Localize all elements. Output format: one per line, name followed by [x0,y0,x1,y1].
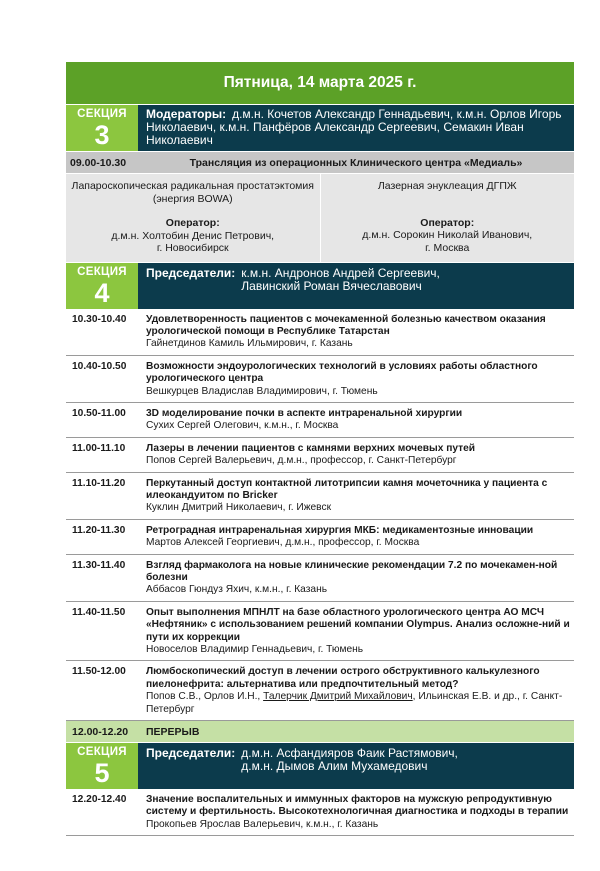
talk-time: 11.50-12.00 [72,666,126,678]
operations-split [66,173,574,262]
operator-city: г. Новосибирск [156,242,229,254]
talk-title: 3D моделирование почки в аспекте интраренальной хирургии [146,407,463,419]
talk-body [138,602,574,661]
section-number: 5 [94,758,110,789]
talk-time: 11.10-11.20 [72,477,126,489]
role-label: Модераторы: [146,107,227,121]
moderators-names: д.м.н. Кочетов Александр Геннадьевич, к.м.н. Орлов Игорь Николаевич, к.м.н. Панфёров Александр Сергеевич, Семакин Иван Николаевич [146,107,562,147]
talk-row [66,661,574,721]
talk-time: 10.50-11.00 [72,407,126,419]
talk-body [138,438,574,472]
section-5-header [66,743,574,789]
section-5-badge [66,743,138,789]
talk-time: 11.00-11.10 [72,442,126,454]
program-page [66,62,574,836]
talk-row [66,309,574,356]
talk-row [66,356,574,403]
break-time: 12.00-12.20 [72,725,129,738]
talk-time: 12.20-12.40 [72,794,127,806]
talk-title: Взгляд фармаколога на новые клинические рекомендации 7.2 по мочекамен-ной болезни [146,559,558,583]
talk-row [66,789,574,836]
operator-name: д.м.н. Холтобин Денис Петрович, [111,229,275,242]
operation-title: Лазерная энуклеация ДГПЖ [377,180,517,192]
talk-body [138,473,574,519]
day-header: Пятница, 14 марта 2025 г. [66,62,574,104]
talk-row [66,602,574,662]
talk-title: Возможности эндоурологических технологий в условиях работы областного урологического центра [146,360,538,385]
talk-author: Попов Сергей Валерьевич, д.м.н., профессор, г. Санкт-Петербург [146,455,457,467]
broadcast-row [66,151,574,173]
operator-name: д.м.н. Сорокин Николай Иванович, [362,229,533,241]
talk-author: Гайнетдинов Камиль Ильмирович, г. Казань [146,338,353,350]
talk-body [138,789,574,835]
talk-title: Удовлетворенность пациентов с мочекаменной болезнью качеством оказания урологической помощи в Республике Татарстан [146,313,546,337]
talk-title: Перкутанный доступ контактной литотрипсии камня мочеточника у пациента с илеокандуитом по Bricker [146,477,548,501]
chair-2: Лавинский Роман Вячеславович [241,278,422,293]
section-5-chairs [138,743,574,789]
chair-2: д.м.н. Дымов Алим Мухамедович [241,759,428,774]
operator-label: Оператор: [420,216,475,229]
talk-time: 11.20-11.30 [72,524,126,536]
section-4-chairs [138,263,574,309]
chair-1: к.м.н. Андронов Андрей Сергеевич, [241,265,440,280]
chair-1: д.м.н. Асфандияров Фаик Растямович, [241,746,458,761]
talk-row [66,438,574,473]
talk-title: Лазеры в лечении пациентов с камнями верхних мочевых путей [146,442,476,454]
talk-time: 11.40-11.50 [72,606,126,618]
section-number: 3 [94,120,110,150]
talk-author: Сухих Сергей Олегович, к.м.н., г. Москва [146,420,339,432]
talk-author: Вешкурцев Владислав Владимирович, г. Тюмень [146,385,378,397]
talk-row [66,520,574,555]
operation-right [321,174,575,262]
section-3-moderators [138,105,574,151]
talk-author: Прокопьев Ярослав Валерьевич, к.м.н., г. Казань [146,818,379,830]
talk-row [66,555,574,602]
break-row [66,721,574,743]
talk-body [138,356,574,402]
talk-author: Попов С.В., Орлов И.Н., Талерчик Дмитрий Михайлович, Ильинская Е.В. и др., г. Санкт-Петербург [146,691,563,715]
operation-left [66,174,321,262]
talk-row [66,403,574,438]
talk-time: 11.30-11.40 [72,559,126,571]
operation-title: Лапароскопическая радикальная простатэктомия (энергия BOWA) [71,180,314,205]
talk-title: Значение воспалительных и иммунных факторов на мужскую репродуктивную систему и фертильность. Высокотехнологичная диагностика и подходы в терапии [146,794,569,818]
talk-title: Опыт выполнения МПНЛТ на базе областного урологического центра АО МСЧ «Нефтяник» с использованием решений компании Olympus. Анализ осложне-ний и пути их коррекции [146,606,570,643]
section-4-header [66,262,574,309]
talk-body [138,661,574,720]
talk-title: Люмбоскопический доступ в лечении острого обструктивного калькулезного пиелонефрита: альтернатива или предпочтительный метод? [146,666,540,690]
break-label: ПЕРЕРЫВ [146,725,200,738]
broadcast-title: Трансляция из операционных Клинического центра «Медиаль» [189,156,523,169]
section-word: СЕКЦИЯ [77,265,127,278]
section-word: СЕКЦИЯ [77,746,127,759]
talk-time: 10.40-10.50 [72,360,127,372]
operator-city: г. Москва [425,241,470,254]
talk-body [138,555,574,601]
section-4-badge [66,263,138,309]
section-number: 4 [94,277,110,308]
section-3-header [66,104,574,151]
talk-list [66,309,574,662]
talk-row [66,473,574,520]
talk-author: Мартов Алексей Георгиевич, д.м.н., профессор, г. Москва [146,537,420,549]
talk-body [138,309,574,355]
broadcast-time: 09.00-10.30 [70,156,127,169]
operator-label: Оператор: [165,217,220,229]
role-label: Председатели: [146,746,236,761]
talk-body [138,520,574,554]
role-label: Председатели: [146,265,236,280]
section-3-badge [66,105,138,151]
talk-author: Аббасов Гюндуз Яхич, к.м.н., г. Казань [146,584,327,596]
talk-time: 10.30-10.40 [72,313,127,325]
talk-body [138,403,574,437]
talk-title: Ретроградная интраренальная хирургия МКБ: медикаментозные инновации [146,524,534,536]
talk-author: Куклин Дмитрий Николаевич, г. Ижевск [146,502,332,514]
talk-author: Новоселов Владимир Геннадьевич, г. Тюмень [146,644,364,656]
section-word: СЕКЦИЯ [77,108,127,120]
